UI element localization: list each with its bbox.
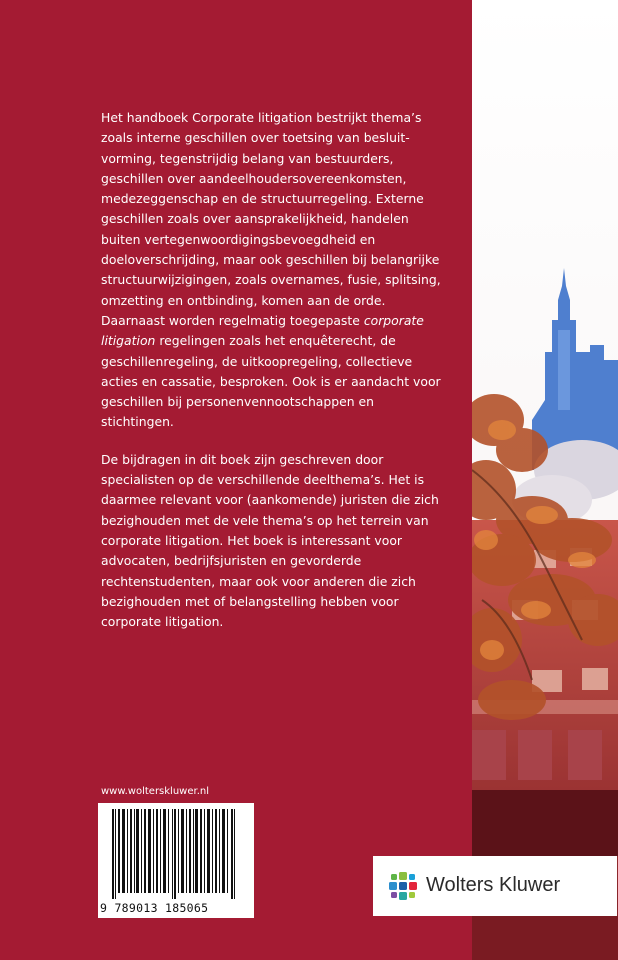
publisher-logo: [373, 856, 617, 916]
blurb-italic-term: corporate litigation: [101, 312, 424, 349]
blurb-paragraph-1: [101, 108, 441, 433]
blurb-text-part: regelingen zoals het enquêterecht, de geschillenregeling, de uitkoopregeling, collectieve acties en cassatie, besproken. Ook is er aandacht voor geschillen bij personenvennootschappen en stichtingen.: [101, 333, 441, 430]
blurb-paragraph-2: De bijdragen in dit boek zijn geschreven door specialisten op de verschillende deelthema’s. Het is daarmee relevant voor (aankomende) juristen die zich bezighouden met de vele thema’s op het terrein van corporate litigation. Het boek is interessant voor advocaten, bedrijfsjuristen en gevorderde rechtenstudenten, maar ook voor anderen die zich bezighouden met of belangstelling hebben voor corporate litigation.: [101, 451, 439, 630]
blurb-text-part: Het handboek Corporate litigation bestrijkt thema’s zoals interne geschillen over toetsing van besluit-vorming, tegenstrijdig belang van bestuurders, geschillen over aandeelhoudersovereenkomsten, medezeggenschap en de structuurregeling. Externe geschillen zoals over aansprakelijkheid, handelen buiten vertegenwoordigingsbevoegdheid en doeloverschrijding, maar ook geschillen bij belangrijke structuurwijzigingen, zoals overnames, fusie, splitsing, omzetting en ontbinding, komen aan de orde. Daarnaast worden regelmatig toegepaste: [101, 110, 441, 328]
barcode-bars: [112, 809, 240, 899]
barcode: [98, 803, 254, 918]
isbn-number: 9 789013 185065: [100, 901, 209, 915]
blurb-text: [101, 108, 441, 632]
publisher-name: Wolters Kluwer: [426, 874, 561, 896]
website-url[interactable]: www.wolterskluwer.nl: [101, 786, 209, 797]
wolters-kluwer-logo-icon: [388, 871, 418, 901]
city-tree-photo: [472, 0, 618, 960]
